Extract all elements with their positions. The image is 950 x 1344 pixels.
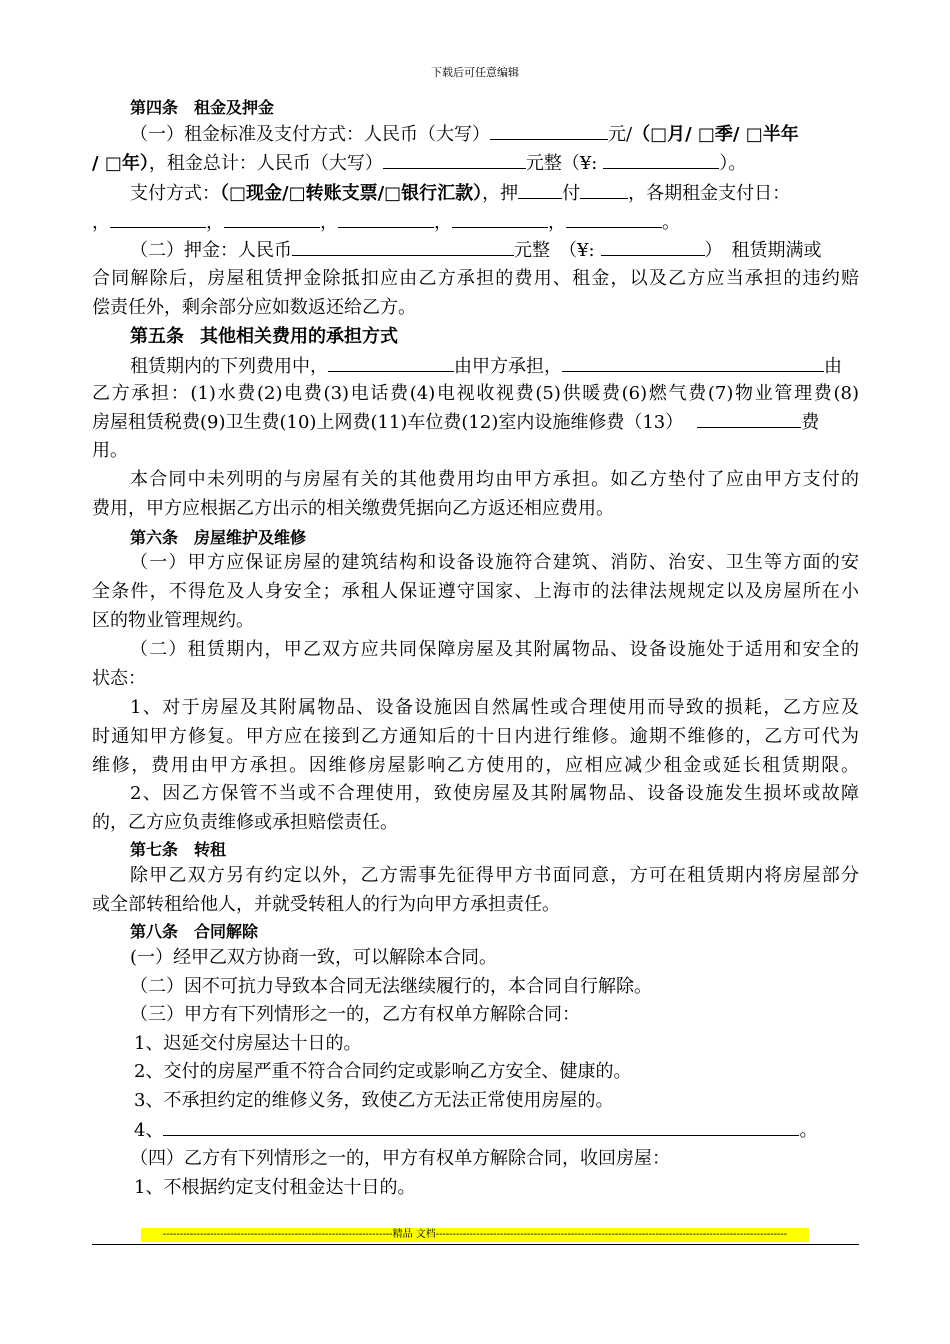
landlord-fees-blank[interactable] (328, 354, 454, 372)
footer-banner (141, 1228, 809, 1242)
paragraph-line: 全条件，不得危及人身安全；承租人保证遵守国家、上海市的法律法规规定以及房屋所在小 (92, 581, 859, 602)
paragraph-line: 费用，甲方应根据乙方出示的相关缴费凭据向乙方返还相应费用。 (92, 498, 614, 519)
payment-method-options: （□现金/□转账支票/□银行汇款） (220, 183, 483, 204)
section-title: 合同解除 (194, 922, 259, 941)
payment-method-label: 支付方式： (130, 183, 220, 204)
section-number: 第六条 (130, 528, 179, 547)
paragraph-line: 状态： (92, 668, 146, 689)
section-8-heading (130, 920, 258, 944)
deposit-unit: 元整 （¥: (514, 240, 595, 261)
text: 由 (824, 356, 842, 377)
deposit-figure-blank[interactable] (601, 238, 705, 256)
section-4-heading (130, 96, 274, 120)
list-item: （二）因不可抗力导致本合同无法继续履行的，本合同自行解除。 (130, 976, 652, 997)
payment-date-blank-5[interactable] (566, 210, 662, 228)
period-checkboxes: （□月/ □季/ □半年 (632, 124, 799, 145)
list-item: 3、不承担约定的维修义务，致使乙方无法正常使用房屋的。 (134, 1090, 614, 1111)
deposit-label: （二）押金：人民币 (130, 240, 292, 261)
paragraph-line: 除甲乙双方另有约定以外，乙方需事先征得甲方书面同意，方可在租赁期内将房屋部分 (130, 865, 859, 886)
paragraph-line: 2、因乙方保管不当或不合理使用，致使房屋及其附属物品、设备设施发生损坏或故障 (130, 783, 859, 804)
section-title: 其他相关费用的承担方式 (200, 326, 398, 347)
text: ）。 (719, 153, 747, 174)
text: ， (206, 212, 224, 233)
paragraph-line: 本合同中未列明的与房屋有关的其他费用均由甲方承担。如乙方垫付了应由甲方支付的 (130, 469, 859, 490)
payment-date-blank-1[interactable] (110, 210, 206, 228)
text: 费 (801, 412, 820, 433)
text: 房屋租赁税费(9)卫生费(10)上网费(11)车位费(12)室内设施维修费（13） (92, 412, 684, 433)
text: 。 (662, 212, 680, 233)
rent-standard-line-2 (92, 151, 746, 176)
paragraph-line: 区的物业管理规约。 (92, 610, 254, 631)
text: 。 (799, 1120, 818, 1141)
section-number: 第五条 (130, 326, 184, 347)
text: ， (320, 212, 338, 233)
list-item: (一）经甲乙双方协商一致，可以解除本合同。 (130, 947, 498, 968)
footer-label: 精品 文档 (392, 1229, 436, 1240)
footer-rule (92, 1244, 859, 1245)
section-title: 房屋维护及维修 (194, 528, 307, 547)
paragraph-line: （一）甲方应保证房屋的建筑结构和设备设施符合建筑、消防、治安、卫生等方面的安 (130, 552, 859, 573)
text: ， (548, 212, 566, 233)
paragraph-line: 时通知甲方修复。甲方应在接到乙方通知后的十日内进行维修。逾期不维修的，乙方可代为 (92, 726, 859, 747)
payment-date-blank-3[interactable] (338, 210, 434, 228)
text: ） 租赁期满或 (704, 240, 822, 261)
pay-months-label: 付 (562, 183, 581, 204)
section-title: 转租 (194, 840, 227, 859)
deposit-line (130, 238, 822, 263)
footer-dashes-right: -------------------------------------------------------------------------------------------------------- (435, 1229, 788, 1240)
section-number: 第四条 (130, 98, 179, 117)
text: 4、 (134, 1120, 164, 1141)
payment-dates-label: ，各期租金支付日： (628, 183, 791, 204)
rent-total-unit: 元整（¥: (525, 153, 598, 174)
text: ， (434, 212, 452, 233)
rent-total-label: ，租金总计：人民币（大写） (148, 153, 383, 174)
other-fee-blank[interactable] (697, 410, 801, 428)
list-item: （三）甲方有下列情形之一的，乙方有权单方解除合同： (130, 1004, 580, 1025)
period-checkbox-year: / □年） (92, 153, 149, 174)
payment-dates-line (92, 210, 680, 235)
text: ， (92, 212, 110, 233)
text: 由甲方承担， (454, 356, 562, 377)
list-item: （四）乙方有下列情形之一的，甲方有权单方解除合同，收回房屋： (130, 1148, 670, 1169)
section-title: 租金及押金 (194, 98, 275, 117)
deposit-months-blank[interactable] (518, 181, 562, 199)
rent-total-blank[interactable] (383, 151, 526, 169)
paragraph-line: 的，乙方应负责维修或承担赔偿责任。 (92, 812, 398, 833)
deposit-amount-blank[interactable] (292, 238, 514, 256)
rent-amount-blank[interactable] (490, 122, 608, 140)
paragraph-line: 维修，费用由甲方承担。因维修房屋影响乙方使用的，应相应减少租金或延长租赁期限。 (92, 755, 859, 776)
deposit-months-label: ，押 (482, 183, 519, 204)
tenant-fees-blank[interactable] (562, 354, 824, 372)
list-item: 2、交付的房屋严重不符合合同约定或影响乙方安全、健康的。 (134, 1061, 632, 1082)
rent-standard-line-1 (130, 122, 799, 147)
paragraph-line: 合同解除后，房屋租赁押金除抵扣应由乙方承担的费用、租金，以及乙方应当承担的违约赔 (92, 268, 859, 289)
list-item: 1、不根据约定支付租金达十日的。 (134, 1177, 416, 1198)
payment-method-line (130, 181, 790, 206)
text: 租赁期内的下列费用中， (130, 356, 328, 377)
section-number: 第八条 (130, 922, 179, 941)
section-7-heading (130, 838, 226, 862)
header-note: 下载后可任意编辑 (431, 66, 519, 79)
rent-unit: 元/ (608, 124, 633, 145)
custom-clause-blank[interactable] (163, 1118, 799, 1136)
pay-months-blank[interactable] (580, 181, 628, 199)
payment-date-blank-2[interactable] (224, 210, 320, 228)
paragraph-line: （二）租赁期内，甲乙双方应共同保障房屋及其附属物品、设备设施处于适用和安全的 (130, 639, 859, 660)
rent-label: （一）租金标准及支付方式：人民币（大写） (130, 124, 490, 145)
paragraph-line: 偿责任外，剩余部分应如数返还给乙方。 (92, 297, 416, 318)
rent-total-figure-blank[interactable] (603, 151, 719, 169)
paragraph-line: 1、对于房屋及其附属物品、设备设施因自然属性或合理使用而导致的损耗，乙方应及 (130, 697, 859, 718)
paragraph-line: 乙方承担：(1)水费(2)电费(3)电话费(4)电视收视费(5)供暖费(6)燃气费(7)物业管理费(8) (92, 383, 859, 404)
footer-dashes-left: -------------------------------------------------------------------- (162, 1229, 393, 1240)
fees-line-3 (92, 410, 819, 435)
section-5-heading (130, 325, 398, 349)
section-number: 第七条 (130, 840, 179, 859)
list-item: 1、迟延交付房屋达十日的。 (134, 1033, 362, 1054)
paragraph-line: 或全部转租给他人，并就受转租人的行为向甲方承担责任。 (92, 894, 560, 915)
payment-date-blank-4[interactable] (452, 210, 548, 228)
fees-line-1 (130, 354, 842, 379)
list-item (134, 1118, 817, 1143)
paragraph-line: 用。 (92, 440, 128, 461)
section-6-heading (130, 526, 306, 550)
